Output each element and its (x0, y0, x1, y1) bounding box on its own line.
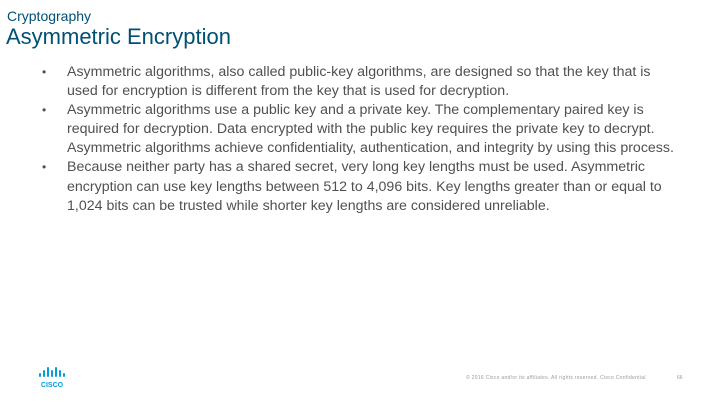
bullet-text: Asymmetric algorithms use a public key and a private key. The complementary paired key is required for decryption. Data encrypted with the public key requires the private key to decrypt. Asymmetric algorithms achieve confidentiality, authentication, and integrity by using this process. (67, 102, 674, 157)
bullet-dot-icon: • (42, 65, 47, 79)
footer-copyright: © 2016 Cisco and/or its affiliates. All rights reserved. Cisco Confidential (466, 375, 646, 381)
section-kicker: Cryptography (7, 8, 92, 24)
bullet-dot-icon: • (42, 103, 47, 118)
bullet-dot-icon: • (42, 160, 47, 175)
page-number: 66 (677, 375, 683, 381)
bullet-item (42, 158, 682, 215)
cisco-logo-icon (38, 367, 68, 389)
bullet-text: Because neither party has a shared secret, very long key lengths must be used. Asymmetric encryption can use key lengths between 512 to 4,096 bits. Key lengths greater than or equal to 1,024 bits can be trusted while shorter key lengths are considered unreliable. (67, 159, 662, 214)
slide-title: Asymmetric Encryption (6, 24, 231, 49)
bullet-item (42, 101, 682, 158)
bullet-text: Asymmetric algorithms, also called public-key algorithms, are designed so that the key that is used for encryption is different from the key that is used for decryption. (67, 64, 651, 100)
bullet-item (42, 63, 682, 101)
logo-wordmark: CISCO (40, 382, 64, 389)
bullet-list (42, 63, 682, 216)
